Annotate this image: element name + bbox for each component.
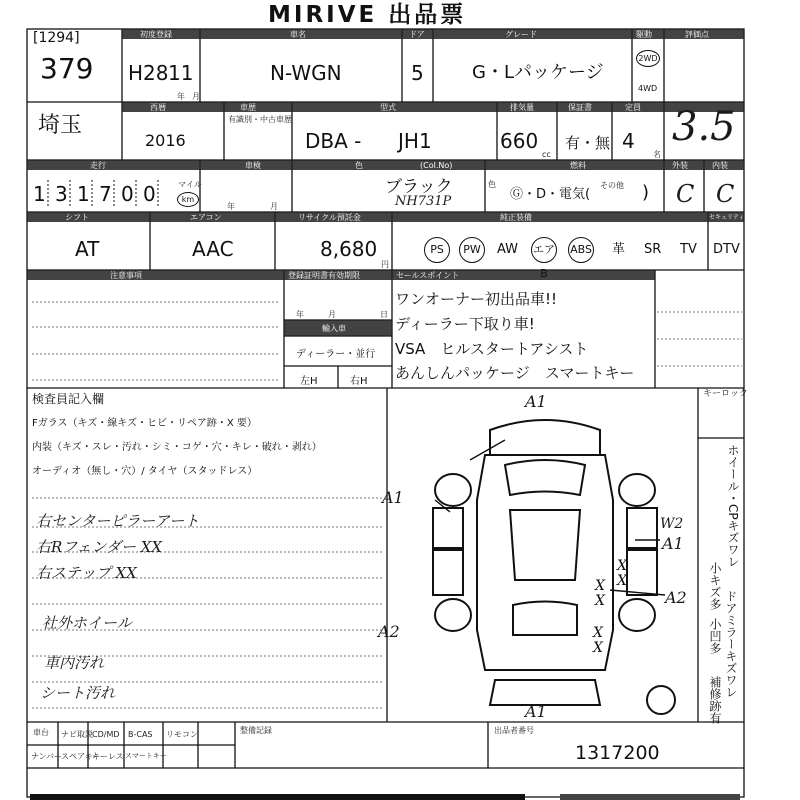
sales-points-label: セールスポイント [396, 271, 460, 280]
number-label: ナンバー [31, 752, 63, 761]
mileage-digit-5: 0 [121, 182, 134, 206]
score-label: 評価点 [685, 30, 709, 39]
shift-value: AT [75, 237, 100, 261]
hand-note-1: 右センターピラーアート [36, 512, 200, 530]
inspection-year: 年 [227, 202, 235, 211]
inspector-audio: オーディオ（無し・穴）/ タイヤ（スタッドレス） [32, 466, 258, 477]
equip-ps: PS [424, 237, 450, 263]
first-reg-value: H28 [128, 61, 169, 85]
bcas-label: B-CAS [128, 730, 153, 739]
recycle-label: リサイクル預託金 [298, 213, 361, 222]
hand-note-4: 社外ホイール [42, 614, 132, 632]
equip-abs: ABS [568, 237, 594, 263]
sheet-title: MIRIVE 出品票 [268, 2, 467, 28]
inspection-month: 月 [270, 202, 278, 211]
drive-2wd: 2WD [636, 50, 660, 67]
lot-bracket: [1294] [33, 30, 80, 46]
car-name-value: N-WGN [270, 61, 342, 85]
hand-note-6: シート汚れ [40, 684, 116, 702]
import-label: 輸入車 [322, 324, 346, 333]
score-value: 3.5 [672, 104, 736, 150]
damage-x-1: X [617, 558, 627, 574]
mileage-label: 走行 [90, 161, 106, 170]
model-code: JH1 [398, 129, 432, 153]
cert-expiry-label: 登録証明書有効期限 [288, 271, 360, 280]
persons-unit: 名 [653, 150, 661, 159]
damage-x-6: X [593, 640, 603, 656]
shift-label: シフト [65, 213, 89, 222]
mileage-digit-4: 7 [99, 182, 112, 206]
doors-value: 5 [411, 61, 424, 85]
color-value: ブラック [385, 177, 453, 197]
remote-label: リモコン [166, 730, 198, 739]
warranty-value: 有・無 [565, 134, 611, 152]
damage-left-rear: A2 [378, 622, 400, 641]
cert-month: 月 [328, 310, 336, 319]
smart-key-label: スマートキー [125, 752, 167, 760]
fuel-label: 燃料 [570, 161, 586, 170]
side-note-1: ホイール・CPキズワレ [726, 444, 740, 568]
doors-label: ドア [409, 30, 425, 39]
hand-note-5: 車内汚れ [44, 654, 105, 672]
navi-label: ナビ取説 [61, 730, 93, 739]
equip-leather: 革 [612, 242, 626, 257]
car-name-label: 車名 [290, 30, 306, 39]
damage-rear: A1 [525, 702, 547, 721]
notes-label: 注意事項 [110, 271, 142, 280]
prefecture: 埼玉 [38, 113, 83, 138]
mileage-unit-miles: マイル [178, 180, 202, 189]
color-side-label: 色 [488, 180, 496, 189]
damage-x-2: X [617, 573, 627, 589]
exterior-label: 外装 [672, 161, 688, 170]
side-note-3: ドアミラーキズワレ [724, 590, 738, 698]
capacity-label: 定員 [625, 103, 641, 112]
side-note-5: 補修跡有 [708, 676, 722, 724]
drive-4wd: 4WD [638, 84, 658, 93]
fuel-other-label: その他 [600, 181, 624, 190]
displacement-label: 排気量 [510, 103, 534, 112]
aircon-label: エアコン [190, 213, 222, 222]
exhibitor-no-label: 出品者番号 [494, 726, 534, 735]
grade-label: グレード [505, 30, 537, 39]
chassis-note: 有識別・中古車歴 [228, 115, 292, 124]
interior-grade: C [716, 180, 735, 208]
warranty-label: 保証書 [568, 103, 592, 112]
equip-tv: TV [680, 242, 697, 257]
damage-right-door1: W2 [660, 516, 684, 532]
side-note-4: 小凹多 [708, 618, 722, 654]
equip-sunroof: SR [644, 242, 662, 257]
spare-key-label: スペアキー [61, 752, 101, 761]
key-lock-label: キーロック [703, 389, 748, 399]
equip-aw: AW [497, 242, 519, 257]
yen-unit: 円 [381, 260, 389, 269]
model-prefix: DBA - [305, 129, 362, 153]
lot-number: 379 [40, 52, 94, 85]
sales-point-2: ディーラー下取り車! [395, 315, 535, 333]
mileage-unit-km: km [177, 192, 199, 207]
cert-day: 日 [380, 310, 388, 319]
era-year-label: 年 [177, 92, 185, 101]
sales-point-4: あんしんパッケージ スマートキー [395, 364, 635, 382]
car-diagram [395, 400, 695, 720]
hand-note-3: 右ステップ XX [36, 564, 137, 582]
keyless-label: キーレス [92, 752, 124, 761]
plate-label: 車台 [33, 728, 49, 737]
mileage-digit-6: 0 [143, 182, 156, 206]
equip-airbag: エアB [531, 237, 557, 263]
model-label: 型式 [380, 103, 396, 112]
sales-point-3: VSA ヒルスタートアシスト [395, 340, 589, 358]
damage-x-5: X [593, 625, 603, 641]
inspection-label: 車検 [245, 161, 261, 170]
western-year-label: 西暦 [150, 103, 166, 112]
first-reg-label: 初度登録 [140, 30, 172, 39]
color-code: NH731P [395, 194, 452, 209]
interior-label: 内装 [712, 161, 728, 170]
dealer-parallel: ディーラー・並行 [296, 349, 376, 360]
damage-front: A1 [525, 392, 547, 411]
damage-x-3: X [595, 578, 605, 594]
damage-x-4: X [595, 593, 605, 609]
inspector-label: 検査員記入欄 [32, 392, 105, 406]
hand-note-2: 右Rフェンダー XX [36, 538, 163, 556]
mileage-digit-1: 1 [33, 182, 46, 206]
grade-value: G・Lパッケージ [472, 62, 604, 83]
fuel-value: Ⓖ・D・電気( [510, 187, 591, 202]
side-note-2: 小キズ多 [708, 562, 722, 610]
damage-left-front: A1 [382, 488, 404, 507]
mileage-digit-2: 3 [55, 182, 68, 206]
first-reg-month: 11 [168, 61, 194, 85]
displacement-value: 660 [500, 129, 539, 153]
equip-dtv: DTV [713, 242, 740, 257]
cc-unit: cc [542, 150, 551, 159]
exhibitor-no-value: 1317200 [575, 742, 660, 764]
sales-point-1: ワンオーナー初出品車!! [395, 290, 558, 308]
chassis-label: 車歴 [240, 103, 256, 112]
inspector-glass: Fガラス（キズ・線キズ・ヒビ・リペア跡・X 要） [32, 418, 257, 429]
history-label: 整備記録 [240, 726, 272, 735]
damage-right-rear: A2 [665, 588, 687, 607]
recycle-fee: 8,680 [320, 237, 378, 261]
inspector-interior: 内装（キズ・スレ・汚れ・シミ・コゲ・穴・キレ・破れ・剥れ） [32, 442, 322, 453]
capacity-value: 4 [622, 129, 635, 153]
drive-label: 駆動 [636, 30, 652, 39]
western-year-value: 2016 [145, 131, 186, 150]
damage-right-door2: A1 [662, 534, 684, 553]
cert-year: 年 [296, 310, 304, 319]
equip-pw: PW [459, 237, 485, 263]
mileage-digit-3: 1 [77, 182, 90, 206]
exterior-grade: C [676, 180, 695, 208]
color-label: 色 [355, 161, 363, 170]
color-no-label: (Col.No) [420, 161, 453, 170]
right-hand: 右H [350, 376, 368, 387]
cd-md-label: CD/MD [92, 730, 120, 739]
bottom-strip [0, 780, 800, 800]
fuel-close: ) [642, 182, 650, 203]
aircon-value: AAC [192, 237, 234, 261]
genuine-equip-label: 純正装備 [500, 213, 532, 222]
security-label: セキュリティー [709, 214, 751, 221]
left-hand: 左H [300, 376, 318, 387]
era-month-label: 月 [192, 92, 200, 101]
